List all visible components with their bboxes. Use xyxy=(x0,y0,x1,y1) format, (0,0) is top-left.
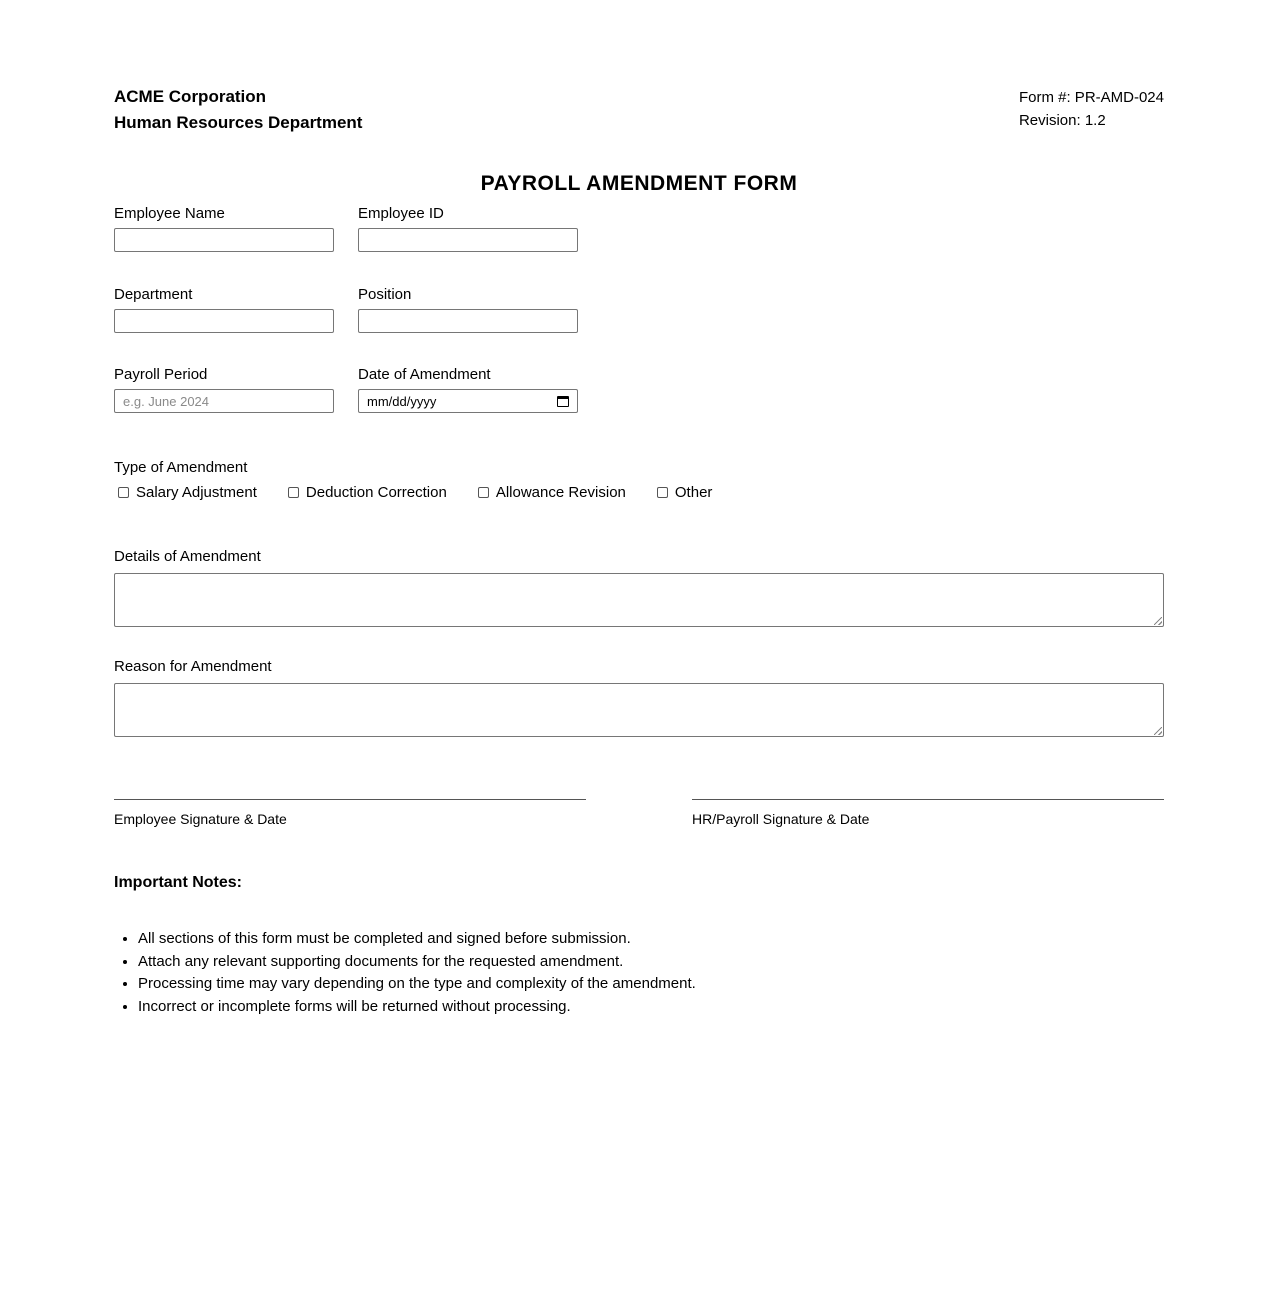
list-item: • Processing time may vary depending on the type and complexity of the amendment. xyxy=(138,973,1164,996)
company-name: ACME Corporation xyxy=(114,87,267,106)
employee-name-label: Employee Name xyxy=(114,205,225,222)
department-input[interactable] xyxy=(114,309,334,333)
reason-section xyxy=(114,657,1164,737)
details-label: Details of Amendment xyxy=(114,548,261,565)
form-revision: Revision: 1.2 xyxy=(1018,112,1106,129)
list-item: • Incorrect or incomplete forms will be returned without processing. xyxy=(138,996,1164,1019)
notes-list xyxy=(114,928,1164,1018)
reason-label: Reason for Amendment xyxy=(114,658,272,675)
amendment-type-label: Type of Amendment xyxy=(114,459,248,476)
position-label: Position xyxy=(358,286,412,303)
option-other[interactable] xyxy=(653,484,713,501)
field-row-1 xyxy=(114,204,1164,285)
payroll-period-input[interactable] xyxy=(114,389,334,413)
employee-id-input[interactable] xyxy=(358,228,578,252)
salary-adjustment-checkbox[interactable] xyxy=(118,487,129,498)
details-section xyxy=(114,547,1164,627)
position-input[interactable] xyxy=(358,309,578,333)
amendment-type-options xyxy=(114,484,1164,501)
date-of-amendment-label: Date of Amendment xyxy=(358,366,491,383)
option-label: Other xyxy=(674,484,713,501)
employee-name-input[interactable] xyxy=(114,228,334,252)
option-deduction-correction[interactable] xyxy=(284,484,447,501)
option-salary-adjustment[interactable] xyxy=(114,484,257,501)
department-field xyxy=(114,285,334,365)
field-row-3 xyxy=(114,365,1164,445)
option-allowance-revision[interactable] xyxy=(474,484,626,501)
employee-id-field xyxy=(358,204,578,285)
hr-signature xyxy=(692,799,1164,826)
amendment-type-section xyxy=(114,458,1164,501)
department-name: Human Resources Department xyxy=(114,113,363,132)
details-textarea[interactable] xyxy=(114,573,1164,627)
company-block xyxy=(114,84,362,136)
allowance-revision-checkbox[interactable] xyxy=(478,487,489,498)
payroll-period-field xyxy=(114,365,334,445)
calendar-icon[interactable] xyxy=(557,396,569,407)
position-field xyxy=(358,285,578,365)
form-number: Form #: PR-AMD-024 xyxy=(1018,89,1164,106)
payroll-amendment-form xyxy=(114,84,1164,1018)
employee-signature-label: Employee Signature & Date xyxy=(114,811,287,827)
deduction-correction-checkbox[interactable] xyxy=(288,487,299,498)
list-item: • Attach any relevant supporting documents for the requested amendment. xyxy=(138,951,1164,974)
employee-id-label: Employee ID xyxy=(358,205,444,222)
other-checkbox[interactable] xyxy=(657,487,668,498)
form-header xyxy=(114,84,1164,144)
page-title: PAYROLL AMENDMENT FORM xyxy=(480,172,798,195)
signature-section xyxy=(114,799,1164,826)
hr-signature-label: HR/Payroll Signature & Date xyxy=(692,811,870,827)
reason-textarea[interactable] xyxy=(114,683,1164,737)
resize-grip-icon[interactable] xyxy=(1154,617,1162,625)
payroll-period-label: Payroll Period xyxy=(114,366,208,383)
notes-title: Important Notes: xyxy=(114,874,242,891)
list-item: • All sections of this form must be completed and signed before submission. xyxy=(138,928,1164,951)
option-label: Allowance Revision xyxy=(495,484,626,501)
date-of-amendment-input[interactable] xyxy=(358,389,578,413)
department-label: Department xyxy=(114,286,193,303)
date-of-amendment-field xyxy=(358,365,578,445)
employee-signature xyxy=(114,799,586,826)
option-label: Deduction Correction xyxy=(305,484,447,501)
date-placeholder: mm/dd/yyyy xyxy=(367,393,437,409)
form-meta xyxy=(1019,84,1164,132)
field-row-2 xyxy=(114,285,1164,365)
option-label: Salary Adjustment xyxy=(136,484,257,501)
resize-grip-icon[interactable] xyxy=(1154,727,1162,735)
employee-name-field xyxy=(114,204,334,285)
